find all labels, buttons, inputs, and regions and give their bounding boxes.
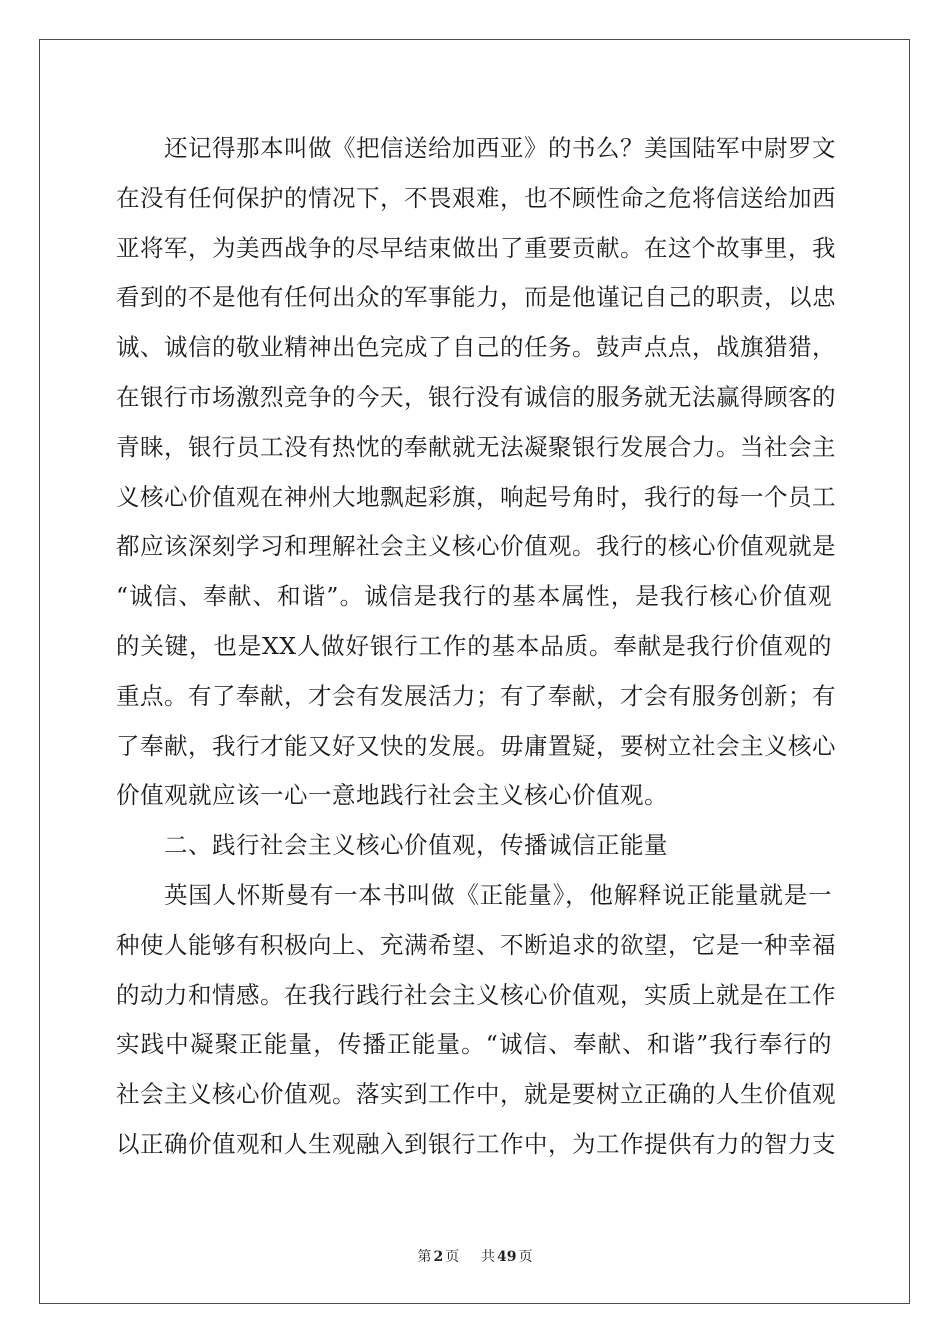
total-prefix: 共 xyxy=(481,1249,496,1265)
text-line: 青睐，银行员工没有热忱的奉献就无法凝聚银行发展合力。当社会主 xyxy=(116,432,836,461)
total-suffix: 页 xyxy=(518,1249,533,1265)
text-line: 社会主义核心价值观。落实到工作中，就是要树立正确的人生价值观 xyxy=(116,1080,836,1109)
document-body xyxy=(116,124,836,1170)
text-line: 亚将军，为美西战争的尽早结束做出了重要贡献。在这个故事里，我 xyxy=(116,233,836,262)
total-pages: 49 xyxy=(497,1249,517,1265)
text-line: 价值观就应该一心一意地践行社会主义核心价值观。 xyxy=(116,781,668,810)
text-line: “诚信、奉献、和谐”。诚信是我行的基本属性，是我行核心价值观 xyxy=(116,582,832,611)
page-footer xyxy=(0,1246,950,1266)
text-line: 都应该深刻学习和理解社会主义核心价值观。我行的核心价值观就是 xyxy=(116,532,836,561)
text-line: 重点。有了奉献，才会有发展活力；有了奉献，才会有服务创新；有 xyxy=(116,681,836,710)
page-prefix: 第 xyxy=(417,1249,432,1265)
page-suffix: 页 xyxy=(445,1249,460,1265)
text-line: 了奉献，我行才能又好又快的发展。毋庸置疑，要树立社会主义核心 xyxy=(116,731,836,760)
text-line: 诚、诚信的敬业精神出色完成了自己的任务。鼓声点点，战旗猎猎， xyxy=(116,333,836,362)
page-number: 2 xyxy=(433,1249,444,1265)
text-line: 看到的不是他有任何出众的军事能力，而是他谨记自己的职责，以忠 xyxy=(116,283,836,312)
text-line: 种使人能够有积极向上、充满希望、不断追求的欲望，它是一种幸福 xyxy=(116,930,836,959)
text-line: 在银行市场激烈竞争的今天，银行没有诚信的服务就无法赢得顾客的 xyxy=(116,382,836,411)
text-line: 以正确价值观和人生观融入到银行工作中，为工作提供有力的智力支 xyxy=(116,1129,836,1158)
section-heading: 二、践行社会主义核心价值观，传播诚信正能量 xyxy=(164,831,668,860)
text-line: 在没有任何保护的情况下，不畏艰难，也不顾性命之危将信送给加西 xyxy=(116,183,836,212)
text-line: 的关键，也是XX人做好银行工作的基本品质。奉献是我行价值观的 xyxy=(116,631,832,660)
text-line: 英国人怀斯曼有一本书叫做《正能量》，他解释说正能量就是一 xyxy=(164,880,832,909)
text-line: 还记得那本叫做《把信送给加西亚》的书么？美国陆军中尉罗文 xyxy=(164,134,836,162)
text-line: 的动力和情感。在我行践行社会主义核心价值观，实质上就是在工作 xyxy=(116,980,836,1009)
text-line: 义核心价值观在神州大地飘起彩旗，响起号角时，我行的每一个员工 xyxy=(116,482,836,511)
text-line: 实践中凝聚正能量，传播正能量。“诚信、奉献、和谐”我行奉行的 xyxy=(116,1030,832,1059)
